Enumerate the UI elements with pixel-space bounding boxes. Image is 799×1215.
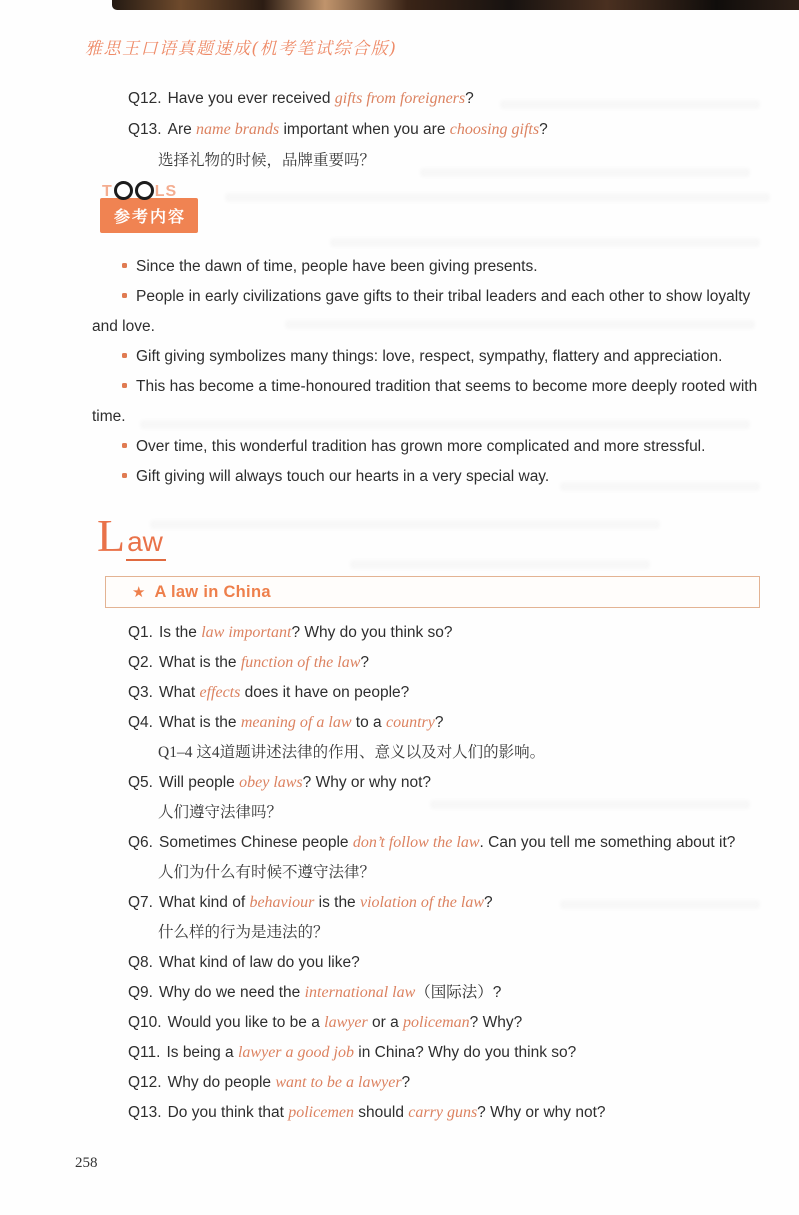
question-line [128, 1072, 773, 1094]
question-text: ? [484, 894, 493, 911]
tools-letter-suffix: LS [154, 182, 178, 200]
question-text: Have you ever received [167, 90, 335, 107]
law-heading-dropcap: L [97, 510, 126, 561]
question-text: Do you think that [167, 1104, 289, 1121]
bullet-dot-icon [122, 293, 127, 298]
bullet-dot-icon [122, 383, 127, 388]
emphasis-phrase: function of the law [240, 654, 361, 671]
question-number: Q1. [128, 624, 153, 641]
emphasis-phrase: policemen [288, 1104, 354, 1121]
question-line [128, 832, 773, 854]
bullet-text: Since the dawn of time, people have been giving presents. [136, 258, 538, 275]
question-number: Q13. [128, 1104, 162, 1121]
bullet-text: Gift giving will always touch our hearts in a very special way. [136, 468, 550, 485]
page-number: 258 [75, 1155, 98, 1171]
star-icon: ★ [132, 584, 146, 601]
question-line [128, 952, 773, 974]
question-text: ? [401, 1074, 411, 1091]
question-text: is the [314, 894, 360, 911]
question-text: ? Why? [469, 1014, 523, 1031]
goggles-icon [135, 181, 154, 200]
question-text: ? [465, 90, 474, 107]
law-section-heading [97, 510, 773, 564]
question-line [128, 982, 773, 1004]
question-text: Is the [158, 624, 202, 641]
reference-bullet-list [92, 252, 773, 492]
question-text: Are [167, 121, 197, 138]
emphasis-phrase: choosing gifts [449, 121, 540, 138]
emphasis-phrase: meaning of a law [240, 714, 352, 731]
question-line [128, 682, 773, 704]
reference-bullet-item [92, 252, 773, 282]
question-number: Q12. [128, 90, 162, 107]
question-text: ? [539, 121, 548, 138]
question-text: to a [351, 714, 386, 731]
bullet-text: Gift giving symbolizes many things: love, respect, sympathy, flattery and appreciation. [136, 348, 723, 365]
question-text: What is the [158, 654, 241, 671]
bullet-text: Over time, this wonderful tradition has grown more complicated and more stressful. [136, 438, 706, 455]
question-number: Q8. [128, 954, 153, 971]
question-line [128, 772, 773, 794]
bullet-dot-icon [122, 443, 127, 448]
law-question-list [92, 622, 773, 1124]
emphasis-phrase: country [385, 714, 435, 731]
gifts-question-list [92, 88, 773, 172]
question-number: Q4. [128, 714, 153, 731]
topic-box-a-law-in-china [105, 576, 760, 608]
question-text: Will people [158, 774, 240, 791]
question-text: should [353, 1104, 409, 1121]
question-number: Q7. [128, 894, 153, 911]
emphasis-phrase: obey laws [239, 774, 303, 791]
question-number: Q13. [128, 121, 162, 138]
question-text: ? [434, 714, 444, 731]
emphasis-phrase: lawyer [324, 1014, 368, 1031]
question-line [128, 712, 773, 734]
question-line [128, 892, 773, 914]
question-line [128, 1102, 773, 1124]
goggles-icon [114, 181, 133, 200]
emphasis-phrase: policeman [403, 1014, 470, 1031]
question-text: . Can you tell me something about it? [479, 834, 736, 851]
emphasis-phrase: violation of the law [360, 894, 484, 911]
emphasis-phrase: law important [201, 624, 292, 641]
question-line [128, 652, 773, 674]
reference-bullet-item [92, 342, 773, 372]
question-text: or a [367, 1014, 404, 1031]
question-translation: 选择礼物的时候，品牌重要吗？ [158, 152, 376, 169]
question-text: Would you like to be a [167, 1014, 325, 1031]
question-line [128, 88, 773, 110]
question-line [128, 1012, 773, 1034]
reference-content-badge [100, 182, 300, 232]
question-number: Q9. [128, 984, 153, 1001]
bullet-dot-icon [122, 263, 127, 268]
topic-box-label: A law in China [154, 582, 271, 601]
question-translation: Q1–4 这4道题讲述法律的作用、意义以及对人们的影响。 [158, 744, 546, 761]
emphasis-phrase: lawyer a good job [237, 1044, 354, 1061]
question-text: ? Why or why not? [302, 774, 432, 791]
emphasis-phrase: carry guns [408, 1104, 478, 1121]
question-number: Q6. [128, 834, 153, 851]
question-text: What [158, 684, 200, 701]
question-number: Q11. [128, 1044, 161, 1061]
question-number: Q5. [128, 774, 153, 791]
emphasis-phrase: behaviour [249, 894, 315, 911]
page-header-title: 雅思王口语真题速成(机考笔试综合版) [85, 39, 398, 59]
question-text: Why do we need the [158, 984, 305, 1001]
reference-bullet-item [92, 282, 773, 342]
emphasis-phrase: want to be a lawyer [275, 1074, 402, 1091]
question-number: Q2. [128, 654, 153, 671]
question-text: Is being a [166, 1044, 238, 1061]
emphasis-phrase: international law [304, 984, 416, 1001]
tools-label [102, 182, 177, 201]
emphasis-phrase: gifts from foreigners [334, 90, 466, 107]
question-line [128, 119, 773, 141]
reference-content-box: 参考内容 [100, 198, 198, 233]
question-text: does it have on people? [240, 684, 410, 701]
emphasis-phrase: name brands [196, 121, 280, 138]
reference-bullet-item [92, 372, 773, 432]
reference-bullet-item [92, 462, 773, 492]
reference-bullet-item [92, 432, 773, 462]
question-text: What is the [158, 714, 241, 731]
tools-letter-prefix: T [102, 182, 113, 200]
question-text: What kind of [158, 894, 250, 911]
law-heading-rest: aw [126, 526, 166, 561]
question-text: What kind of law do you like? [158, 954, 360, 971]
question-translation: 什么样的行为是违法的？ [158, 924, 329, 941]
question-number: Q10. [128, 1014, 162, 1031]
question-text: in China? Why do you think so? [353, 1044, 577, 1061]
question-text: Sometimes Chinese people [158, 834, 353, 851]
question-text: important when you are [279, 121, 450, 138]
question-text: （国际法）? [415, 984, 502, 1001]
question-number: Q3. [128, 684, 153, 701]
question-text: ? Why or why not? [477, 1104, 606, 1121]
question-translation: 人们为什么有时候不遵守法律？ [158, 864, 376, 881]
bullet-dot-icon [122, 473, 127, 478]
question-number: Q12. [128, 1074, 162, 1091]
question-text: Why do people [167, 1074, 276, 1091]
bullet-text: People in early civilizations gave gifts to their tribal leaders and each other to show loyalty and love. [92, 288, 751, 335]
question-line [128, 622, 773, 644]
bullet-text: This has become a time-honoured tradition that seems to become more deeply rooted with time. [92, 378, 758, 425]
question-text: ? [360, 654, 369, 671]
question-line [128, 1042, 773, 1064]
question-translation: 人们遵守法律吗？ [158, 804, 283, 821]
emphasis-phrase: effects [199, 684, 241, 701]
question-text: ? Why do you think so? [291, 624, 453, 641]
emphasis-phrase: don’t follow the law [352, 834, 480, 851]
bullet-dot-icon [122, 353, 127, 358]
